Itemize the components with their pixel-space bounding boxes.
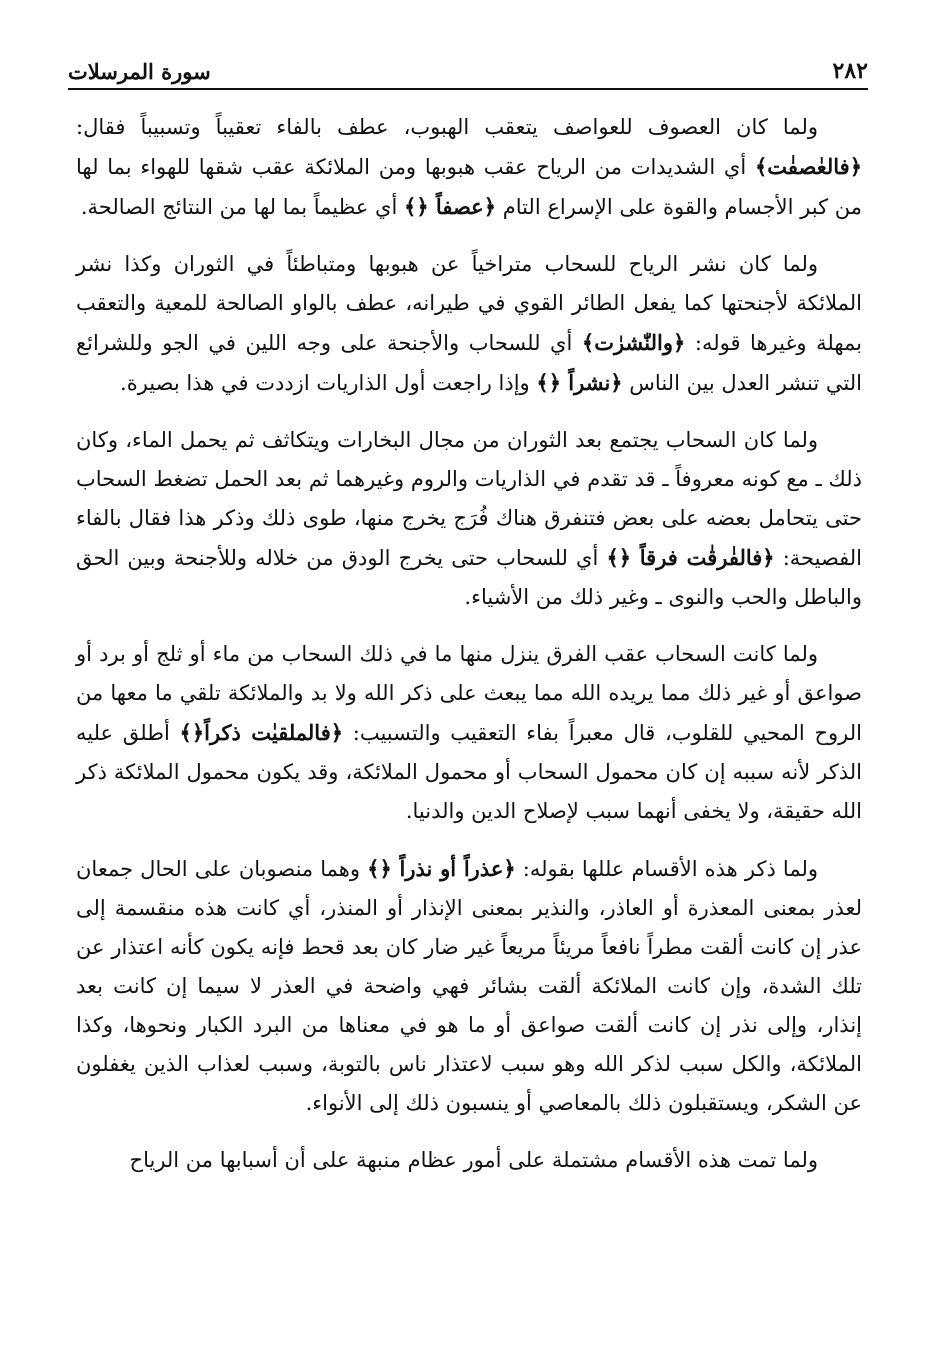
paragraph-text: أي للسحاب حتى يخرج الودق من خلاله وللأجنحة وبين الحق والباطل والحب والنوى ـ وغير ذلك من الأشياء. — [76, 546, 862, 609]
paragraph-2 — [76, 245, 862, 403]
page-header — [68, 58, 868, 90]
paragraph-text: ولما كان السحاب يجتمع بعد الثوران من مجال البخارات ويتكاثف ثم يحمل الماء، وكان ذلك ـ مع كونه معروفاً ـ قد تقدم في الذاريات والروم وغيرهما ثم بعد الحمل تضغط السحاب حتى يتحامل بعضه على بعض فتنفرق هناك فُرَج يخرج منها، طوى ذلك وذكر هذا فقال بالفاء الفصيحة: — [76, 428, 863, 570]
quran-verse: ﴿والنّٰشرٰت﴾ — [581, 330, 686, 355]
paragraph-text: ولما كان العصوف للعواصف يتعقب الهبوب، عطف بالفاء تعقيباً وتسبيباً فقال: — [76, 115, 818, 139]
paragraph-text: ولما تمت هذه الأقسام مشتملة على أمور عظام منبهة على أن أسبابها من الرياح — [129, 1148, 818, 1172]
paragraph-text: أي الشديدات من الرياح عقب هبوبها ومن الملائكة عقب شقها للهواء بما لها من كبر الأجسام والقوة على الإسراع التام — [76, 155, 862, 219]
paragraph-5 — [76, 849, 862, 1123]
paragraph-text: ولما كانت السحاب عقب الفرق ينزل منها ما في ذلك السحاب من ماء أو ثلج أو برد أو صواعق أو غير ذلك مما يريده الله مما يبعث على ذكر الله ولا بد والملائكة تلقي ما معها من الروح المحيي للقلوب، قال معبراً بفاء التعقيب والتسبيب: — [76, 642, 862, 745]
paragraph-text: ولما كان نشر الرياح للسحاب متراخياً عن هبوبها ومتباطئاً في الثوران وكذا نشر الملائكة لأجنحتها كما يفعل الطائر القوي في طيرانه، عطف بالواو الصالحة للمعية والتعقب بمهلة وغيرها قوله: — [76, 252, 862, 355]
quran-verse: ﴿فالعٰصفٰت﴾ — [754, 154, 862, 179]
paragraph-text: وهما منصوبان على الحال جمعان لعذر بمعنى المعذرة أو العاذر، والنذير بمعنى الإنذار أو المنذر، أي كانت هذه منقسمة إلى عذر إن كانت ألقت مطراً نافعاً مريئاً مريعاً غير ضار كان بعد قحط فإنه يكون كأنه اعتذار عن تلك الشدة، وإن كانت الملائكة ألقت بشائر فهي واضحة في العذر لا سيما إن كانت بعد إنذار، وإلى نذر إن كانت ألقت صواعق أو ما هو في معناها من البرد الكبار ونحوها، وكذا الملائكة، والكل سبب لذكر الله وهو سبب لاعتذار ناس بالتوبة، وسبب لعذاب الذين يغفلون عن الشكر، ويستقبلون ذلك بالمعاصي أو ينسبون ذلك إلى الأنواء. — [76, 857, 862, 1115]
quran-verse: ﴿عذراً أو نذراً ﴿﴾ — [367, 856, 516, 881]
quran-verse: ﴿فالملقيٰت ذكراً﴿﴾ — [179, 720, 344, 745]
quran-verse: ﴿فالفٰرقٰت فرقاً ﴿﴾ — [606, 545, 775, 570]
paragraph-text: وإذا راجعت أول الذاريات ازددت في هذا بصيرة. — [120, 371, 537, 395]
paragraph-text: أي عظيماً بما لها من النتائج الصالحة. — [80, 195, 405, 219]
quran-verse: ﴿عصفاً ﴿﴾ — [404, 194, 497, 219]
paragraph-text: أي للسحاب والأجنحة على وجه اللين في الجو وللشرائع التي تنشر العدل بين الناس — [76, 331, 862, 395]
paragraph-4 — [76, 635, 862, 831]
page-number: ٢٨٢ — [832, 58, 868, 84]
paragraph-text: أطلق عليه الذكر لأنه سببه إن كان محمول السحاب أو محمول الملائكة، وقد يكون محمول الملائكة ذكر الله حقيقة، ولا يخفى أنهما سبب لإصلاح الدين والدنيا. — [76, 721, 862, 823]
paragraph-3 — [76, 421, 862, 617]
paragraph-6 — [76, 1141, 862, 1180]
quran-verse: ﴿نشراً ﴿﴾ — [536, 370, 623, 395]
paragraph-text: ولما ذكر هذه الأقسام عللها بقوله: — [515, 857, 818, 881]
surah-title: سورة المرسلات — [68, 59, 211, 84]
body-text — [76, 108, 862, 1198]
paragraph-1 — [76, 108, 862, 227]
